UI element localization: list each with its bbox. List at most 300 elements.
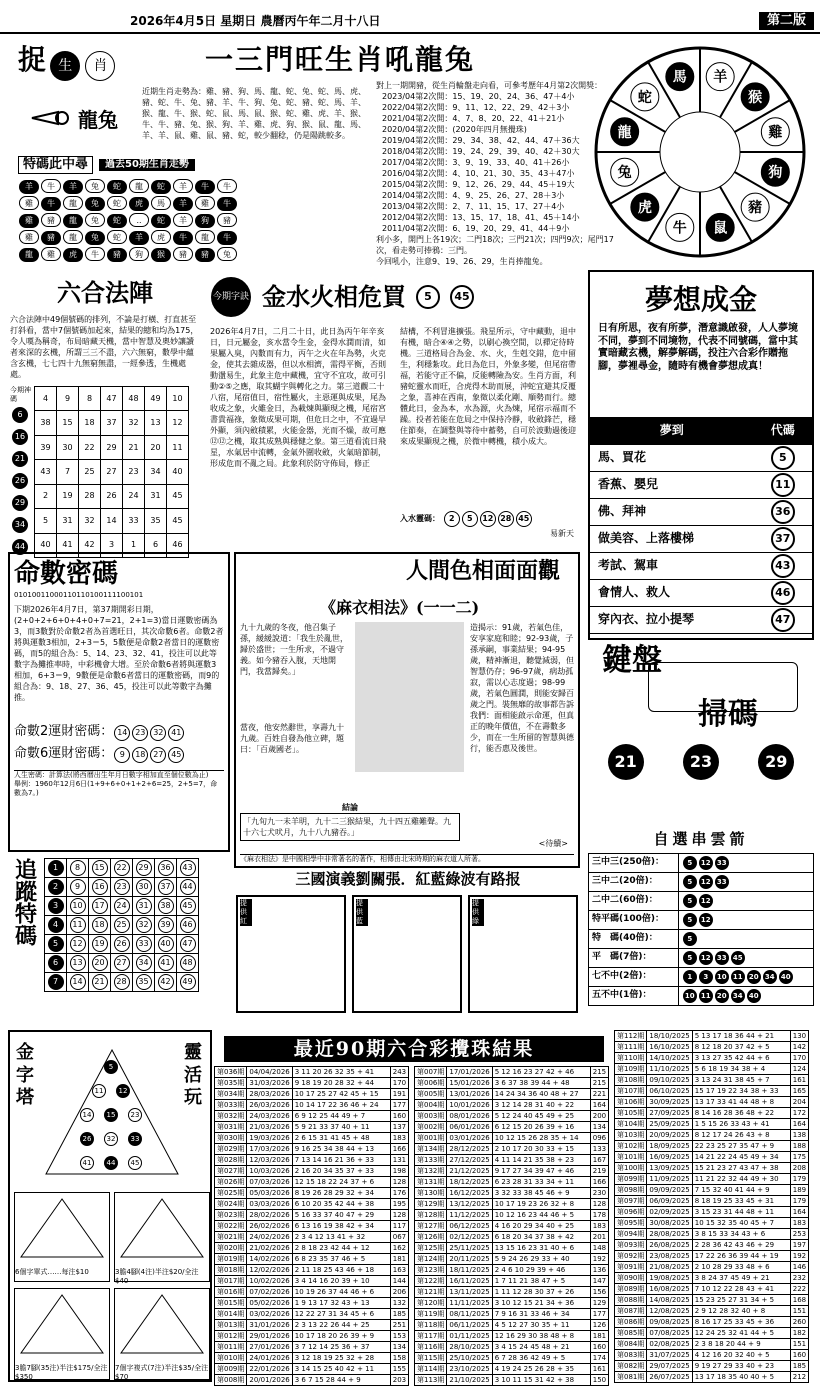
- result-cell: 24/02/2026: [247, 1232, 292, 1243]
- result-cell: 3 10 12 15 21 34 + 36: [492, 1298, 590, 1309]
- page-header: [0, 0, 820, 34]
- liuhe-cell: 4: [35, 387, 57, 411]
- portrait-image: [355, 622, 464, 772]
- result-cell: 14 24 34 36 40 48 + 27: [492, 1089, 590, 1100]
- liuhe-row: [35, 509, 189, 533]
- result-cell: 260: [790, 1317, 808, 1328]
- tracker-num: 43: [180, 860, 196, 876]
- result-cell: 2 9 12 28 32 40 + 8: [692, 1306, 790, 1317]
- result-row: [215, 1089, 409, 1100]
- liuhe-title: 六合法陣: [57, 278, 153, 307]
- result-cell: 第122期: [415, 1276, 447, 1287]
- result-cell: 第008期: [215, 1375, 247, 1386]
- tracker-cell: [89, 973, 111, 992]
- tracker-num: 20: [92, 955, 108, 971]
- pyramid-num: 45: [128, 1156, 142, 1170]
- pyramid-label-1: 6個字單式……每注$10: [15, 1267, 89, 1276]
- draw-entry: 2020/04第2次開：(2020年四月無攪珠): [382, 125, 527, 134]
- liuhe-cell: 42: [79, 533, 101, 557]
- tracker-num: 48: [180, 955, 196, 971]
- tracker-cell: [111, 878, 133, 897]
- result-cell: 219: [590, 1166, 608, 1177]
- liuhe-cell: 39: [35, 435, 57, 459]
- result-cell: 161: [790, 1075, 808, 1086]
- tracker-num: 21: [92, 974, 108, 990]
- wheel-zodiac: 馬: [672, 69, 687, 86]
- liuhe-section: [10, 270, 200, 551]
- conclusion-title: 結論: [342, 802, 358, 812]
- tag-blue: 提供藍: [356, 899, 368, 926]
- result-cell: 1 11 12 28 30 37 + 26: [492, 1287, 590, 1298]
- result-row: [615, 1240, 809, 1251]
- history-cell: 蛇: [107, 214, 127, 228]
- history-cell: 蛇: [107, 196, 127, 210]
- result-cell: 183: [390, 1133, 408, 1144]
- result-cell: 6 7 28 36 42 49 + 5: [492, 1353, 590, 1364]
- issue-date: 2026年4月5日 星期日 農曆丙午年二月十八日: [130, 14, 381, 28]
- mingshu-num: 45: [168, 747, 184, 763]
- liuhe-cell: 19: [57, 484, 79, 508]
- result-cell: 第094期: [615, 1229, 647, 1240]
- result-cell: 第117期: [415, 1331, 447, 1342]
- result-cell: 13/12/2025: [447, 1199, 492, 1210]
- keyboard-icon: [648, 662, 798, 712]
- mianxiang-subtitle: 《麻衣相法》(一一二): [320, 597, 480, 617]
- history-cell: 牛: [195, 180, 215, 194]
- serial-num: 11: [699, 989, 713, 1003]
- serial-num: 5: [683, 913, 697, 927]
- serial-nums: [678, 929, 813, 948]
- tracker-cell: [89, 859, 111, 878]
- result-cell: 172: [790, 1108, 808, 1119]
- result-cell: 3 32 33 38 45 46 + 9: [492, 1188, 590, 1199]
- result-cell: 161: [590, 1364, 608, 1375]
- dream-code-cell: [754, 525, 812, 552]
- tracker-cell: [45, 897, 67, 916]
- dream-row: [590, 552, 812, 579]
- wheel-zodiac: 豬: [748, 200, 763, 217]
- tracker-num: 23: [114, 879, 130, 895]
- tracker-num: 42: [158, 974, 174, 990]
- result-cell: 130: [790, 1031, 808, 1042]
- result-row: [215, 1166, 409, 1177]
- dream-title: 夢想成金: [644, 283, 757, 316]
- result-cell: 28/03/2026: [247, 1089, 292, 1100]
- tracker-cell: [133, 916, 155, 935]
- tracker-cell: [177, 954, 199, 973]
- result-cell: 第085期: [615, 1328, 647, 1339]
- history-cell: 龍: [63, 230, 83, 244]
- result-row: [615, 1141, 809, 1152]
- history-cell: 羊: [173, 213, 193, 227]
- result-cell: 第029期: [215, 1144, 247, 1155]
- result-cell: 27/12/2025: [447, 1155, 492, 1166]
- zodiac-tag: [18, 42, 178, 86]
- serial-num: 45: [731, 951, 745, 965]
- tracker-num: 37: [158, 879, 174, 895]
- history-cell: 羊: [129, 231, 149, 245]
- result-cell: 第104期: [615, 1119, 647, 1130]
- result-cell: 第110期: [615, 1053, 647, 1064]
- serial-nums: [678, 948, 813, 967]
- pyramid-title-right: 靈活玩: [184, 1042, 202, 1108]
- pyramid-num: 5: [104, 1060, 118, 1074]
- result-cell: 3 15 23 31 44 48 + 11: [692, 1207, 790, 1218]
- serial-nums: [678, 853, 813, 872]
- result-cell: 5 12 16 23 27 42 + 46: [492, 1067, 590, 1078]
- tracker-num: 31: [136, 898, 152, 914]
- result-row: [215, 1287, 409, 1298]
- result-cell: 21/12/2025: [447, 1166, 492, 1177]
- liuhe-cell: 2: [35, 484, 57, 508]
- history-cell: 雞: [41, 247, 61, 261]
- result-row: [615, 1130, 809, 1141]
- history-row: [18, 229, 358, 246]
- result-cell: 12 15 18 22 24 37 + 6: [292, 1177, 390, 1188]
- result-cell: 7 13 14 16 21 36 + 33: [292, 1155, 390, 1166]
- liuhe-row: [35, 460, 189, 484]
- result-cell: 06/09/2025: [647, 1196, 692, 1207]
- liuhe-row: [35, 411, 189, 435]
- dream-text: 穿內衣、拉小提琴: [590, 606, 754, 633]
- result-cell: 183: [590, 1221, 608, 1232]
- history-cell: 羊: [173, 179, 193, 193]
- result-cell: 2 16 20 34 35 37 + 33: [292, 1166, 390, 1177]
- result-cell: 16/11/2025: [447, 1276, 492, 1287]
- result-cell: 18/11/2025: [447, 1265, 492, 1276]
- tracker-row: [45, 878, 199, 897]
- wheel-zodiac: 蛇: [637, 89, 652, 106]
- tracker-num: 16: [92, 879, 108, 895]
- wheel-zodiac: 龍: [617, 124, 632, 141]
- keyboard-section: [588, 642, 814, 818]
- dream-text: 佛、拜神: [590, 498, 754, 525]
- tracker-num: 36: [158, 860, 174, 876]
- liuhe-cell: 29: [101, 435, 123, 459]
- dream-text: 做美容、上落樓梯: [590, 525, 754, 552]
- result-cell: 25/10/2025: [447, 1353, 492, 1364]
- result-cell: 183: [790, 1218, 808, 1229]
- result-cell: 第092期: [615, 1251, 647, 1262]
- result-cell: 第033期: [215, 1100, 247, 1111]
- liuhe-cell: 34: [145, 460, 167, 484]
- result-cell: 3 14 15 25 40 42 + 11: [292, 1364, 390, 1375]
- result-cell: 第035期: [215, 1078, 247, 1089]
- result-cell: 156: [590, 1287, 608, 1298]
- result-cell: 06/12/2025: [447, 1221, 492, 1232]
- serial-nums: [678, 967, 813, 986]
- result-cell: 176: [390, 1188, 408, 1199]
- dream-code: 47: [771, 608, 795, 632]
- result-row: [615, 1262, 809, 1273]
- result-row: [415, 1067, 609, 1078]
- tracker-cell: [111, 954, 133, 973]
- dream-section: [588, 270, 814, 640]
- serial-num: 5: [683, 951, 697, 965]
- serial-label: 特平碼(100倍)：: [589, 910, 679, 929]
- jinshui-body-right: 結構，不利冒進擴張。飛星所示，守中藏動，退中有機，暗合④④之勢，以刷心換空間，以禪定待時機。三道格局合為金、水、火，生剋交錯，危中留生，利穩紮攻。此日為危日，外象多變，但尾宿帶福，若能守正不偏，反能轉險為安。生肖方面，利豬蛇靈水而旺，合虎得木助而展，沖蛇宜避其反覆之象，喜神在西南，象徵以柔化剛、順勢而行。總體此日，金為本，水為源，火為煉，尾宿示福而不躁。投者若能在危局之中保持冷靜，收斂鋒芒，穩住節奏，在調整與等待中蓄勢，自可於波動過後迎來成果顯現之機，於微中轉機，積小成大。: [400, 327, 576, 446]
- dream-row: [590, 498, 812, 525]
- result-cell: 第114期: [415, 1364, 447, 1375]
- results-title: 最近90期六合彩攪珠結果: [224, 1036, 604, 1062]
- draw-entry: 2021/04第2次開：4、7、8、20、22、41＋21小: [382, 114, 565, 123]
- result-cell: 192: [590, 1254, 608, 1265]
- result-cell: 02/08/2025: [647, 1339, 692, 1350]
- pyramid-label-3: 3膽7腳(35注)半注$175/全注$350: [15, 1363, 108, 1381]
- result-row: [415, 1199, 609, 1210]
- big-pyramid: [42, 1042, 182, 1182]
- result-cell: 10 12 16 23 44 46 + 5: [492, 1210, 590, 1221]
- result-row: [615, 1273, 809, 1284]
- draw-entry: 2018/04第2次開：19、24、29、39、40、42＋30大: [382, 147, 580, 156]
- result-cell: 177: [390, 1100, 408, 1111]
- serial-num: 3: [699, 970, 713, 984]
- result-row: [215, 1364, 409, 1375]
- result-cell: 134: [590, 1122, 608, 1133]
- history-cell: 虎: [63, 248, 83, 262]
- serial-section: [588, 830, 814, 1028]
- result-cell: 230: [590, 1188, 608, 1199]
- dream-code: 11: [771, 473, 795, 497]
- pyramid-num: 14: [80, 1108, 94, 1122]
- result-row: [415, 1232, 609, 1243]
- result-cell: 07/08/2025: [647, 1328, 692, 1339]
- tracker-num: 25: [114, 917, 130, 933]
- result-cell: 第124期: [415, 1254, 447, 1265]
- history-cell: ..: [129, 213, 149, 227]
- tracker-cell: [45, 954, 67, 973]
- result-cell: 4 11 14 21 35 38 + 23: [492, 1155, 590, 1166]
- pyramid-num: 41: [80, 1156, 94, 1170]
- history-cell: 狗: [129, 247, 149, 261]
- result-cell: 21/02/2026: [247, 1243, 292, 1254]
- liuhe-left-num: 34: [12, 517, 28, 533]
- serial-nums: [678, 891, 813, 910]
- draw-entry: 2013/04第2次開：2、7、11、15、17、27＋4小: [382, 202, 565, 211]
- result-cell: 13/01/2026: [447, 1089, 492, 1100]
- zhang-fei-panel: [468, 895, 578, 1013]
- serial-row: [589, 853, 814, 872]
- tracker-row: [45, 954, 199, 973]
- tracker-num: 40: [158, 936, 174, 952]
- result-cell: 第111期: [615, 1042, 647, 1053]
- result-cell: 13/11/2025: [447, 1287, 492, 1298]
- result-row: [415, 1133, 609, 1144]
- result-cell: 243: [390, 1067, 408, 1078]
- pointing-hand-icon: [30, 106, 130, 146]
- result-cell: 5 9 24 26 29 33 + 40: [492, 1254, 590, 1265]
- result-cell: 215: [590, 1067, 608, 1078]
- tracker-cell: [89, 954, 111, 973]
- liuhe-cell: 32: [123, 411, 145, 435]
- result-cell: 2 10 17 20 30 33 + 15: [492, 1144, 590, 1155]
- result-cell: 第012期: [215, 1331, 247, 1342]
- serial-nums: [678, 872, 813, 891]
- history-cell: 牛: [217, 197, 237, 211]
- serial-num: 33: [715, 856, 729, 870]
- result-cell: 15 21 23 27 43 47 + 38: [692, 1163, 790, 1174]
- liuhe-row: [35, 387, 189, 411]
- result-cell: 06/01/2026: [447, 1122, 492, 1133]
- result-cell: 第113期: [415, 1375, 447, 1386]
- result-cell: 166: [390, 1144, 408, 1155]
- result-cell: 1 5 15 26 33 43 + 41: [692, 1119, 790, 1130]
- result-cell: 167: [590, 1155, 608, 1166]
- serial-num: 34: [731, 989, 745, 1003]
- result-cell: 20/09/2025: [647, 1130, 692, 1141]
- result-cell: 30/09/2025: [647, 1097, 692, 1108]
- result-cell: 3 8 24 37 45 49 + 21: [692, 1273, 790, 1284]
- liuhe-cell: 28: [79, 484, 101, 508]
- dream-row: [590, 606, 812, 633]
- history-row: [18, 212, 358, 229]
- result-row: [615, 1119, 809, 1130]
- result-cell: 208: [790, 1163, 808, 1174]
- result-cell: 181: [590, 1331, 608, 1342]
- result-cell: 253: [790, 1229, 808, 1240]
- tracker-row: [45, 897, 199, 916]
- result-cell: 10/01/2026: [447, 1100, 492, 1111]
- tracker-num: 9: [70, 879, 86, 895]
- result-cell: 2 3 13 22 26 44 + 25: [292, 1320, 390, 1331]
- result-cell: 232: [790, 1273, 808, 1284]
- pyramid-num: 33: [128, 1132, 142, 1146]
- tracker-cell: [177, 916, 199, 935]
- tracker-cell: [177, 878, 199, 897]
- serial-num: 12: [699, 913, 713, 927]
- result-cell: 3 6 7 15 28 44 + 9: [292, 1375, 390, 1386]
- tracker-cell: [67, 916, 89, 935]
- result-cell: 12 16 29 30 38 48 + 8: [492, 1331, 590, 1342]
- result-cell: 3 11 20 26 32 35 + 41: [292, 1067, 390, 1078]
- dream-code-cell: [754, 552, 812, 579]
- result-cell: 第022期: [215, 1221, 247, 1232]
- tracker-cell: [111, 897, 133, 916]
- mingshu-title: 命數密碼: [14, 559, 119, 589]
- result-row: [415, 1364, 609, 1375]
- result-cell: 144: [390, 1276, 408, 1287]
- history-title: 特碼此中尋: [18, 156, 93, 174]
- result-cell: 163: [390, 1265, 408, 1276]
- draw-entry: 2016/04第2次開：4、10、21、30、35、43＋47小: [382, 169, 575, 178]
- result-cell: 第108期: [615, 1075, 647, 1086]
- history-row: [18, 246, 358, 263]
- result-cell: 4 5 12 27 30 35 + 11: [492, 1320, 590, 1331]
- serial-num: 12: [699, 894, 713, 908]
- dream-intro: 日有所思，夜有所夢，潛意識啟發，人人夢境不同，夢到不同境物，代表不同號碼，當中其實暗藏玄機，解夢解碼，投注六合彩作贈拖腳，夢裡尋金，隨時有機會夢想成真！: [598, 323, 798, 372]
- history-cell: 兔: [217, 247, 237, 261]
- dream-row: [590, 579, 812, 606]
- result-cell: 11/11/2025: [447, 1298, 492, 1309]
- result-cell: 215: [590, 1078, 608, 1089]
- liuhe-cell: 1: [123, 533, 145, 557]
- tracker-cell: [155, 973, 177, 992]
- history-cell: 龍: [19, 248, 39, 262]
- result-cell: 第013期: [215, 1320, 247, 1331]
- result-cell: 第107期: [615, 1086, 647, 1097]
- result-cell: 13 17 18 35 40 40 + 5: [692, 1372, 790, 1383]
- result-row: [215, 1177, 409, 1188]
- result-cell: 170: [790, 1053, 808, 1064]
- tracker-num: 29: [136, 860, 152, 876]
- result-cell: 124: [790, 1064, 808, 1075]
- liuhe-cell: 12: [167, 411, 189, 435]
- result-cell: 8 18 19 25 33 45 + 31: [692, 1196, 790, 1207]
- tag-green: 提供綠: [472, 899, 484, 926]
- result-row: [415, 1309, 609, 1320]
- serial-num: 5: [683, 856, 697, 870]
- pyramid-num: 12: [116, 1084, 130, 1098]
- result-row: [415, 1287, 609, 1298]
- result-cell: 第129期: [415, 1199, 447, 1210]
- liuhe-cell: 13: [145, 411, 167, 435]
- serial-label: 三中三(250倍)：: [589, 853, 679, 872]
- result-cell: 3 7 12 14 25 36 + 37: [292, 1342, 390, 1353]
- result-cell: 133: [590, 1144, 608, 1155]
- tracker-cell: [45, 916, 67, 935]
- liuhe-left-num: 16: [12, 429, 28, 445]
- result-row: [215, 1232, 409, 1243]
- result-row: [615, 1306, 809, 1317]
- result-cell: 09/08/2025: [647, 1317, 692, 1328]
- result-row: [615, 1185, 809, 1196]
- tracker-num: 18: [92, 917, 108, 933]
- wheel-zodiac: 狗: [768, 165, 783, 182]
- dream-table: [590, 417, 812, 634]
- sanguo-section: [236, 870, 580, 1028]
- tracker-row: [45, 859, 199, 878]
- tracker-num: 5: [48, 936, 64, 952]
- result-cell: 第009期: [215, 1364, 247, 1375]
- tracker-num: 13: [70, 955, 86, 971]
- result-cell: 10/02/2026: [247, 1276, 292, 1287]
- result-row: [415, 1265, 609, 1276]
- dream-code: 37: [771, 527, 795, 551]
- result-cell: 19/03/2026: [247, 1133, 292, 1144]
- keyboard-num-3: 29: [758, 744, 794, 780]
- result-cell: 23/08/2025: [647, 1251, 692, 1262]
- result-cell: 12 22 27 31 34 45 + 6: [292, 1309, 390, 1320]
- result-cell: 第087期: [615, 1306, 647, 1317]
- history-cell: 馬: [151, 196, 171, 210]
- result-cell: 16/12/2025: [447, 1188, 492, 1199]
- tracker-num: 4: [48, 917, 64, 933]
- result-cell: 29/07/2025: [647, 1361, 692, 1372]
- result-cell: 3 13 24 31 38 45 + 7: [692, 1075, 790, 1086]
- history-cell: 雞: [195, 196, 215, 210]
- result-cell: 29/01/2026: [247, 1331, 292, 1342]
- result-cell: 164: [790, 1119, 808, 1130]
- mingshu-num: 27: [150, 747, 166, 763]
- result-cell: 第001期: [415, 1133, 447, 1144]
- wheel-zodiac: 虎: [637, 200, 652, 217]
- result-cell: 第118期: [415, 1320, 447, 1331]
- result-row: [615, 1251, 809, 1262]
- draw-entry: 2011/04第2次開：6、19、20、29、41、44＋9小: [382, 224, 570, 233]
- history-cell: 龍: [63, 214, 83, 228]
- history-cell: 牛: [41, 197, 61, 211]
- result-cell: 第021期: [215, 1232, 247, 1243]
- liuhe-cell: 3: [101, 533, 123, 557]
- tracker-num: 2: [48, 879, 64, 895]
- serial-row: [589, 948, 814, 967]
- serial-num: 10: [683, 989, 697, 1003]
- pyramid-num: 11: [92, 1084, 106, 1098]
- history-cell: 牛: [217, 231, 237, 245]
- liuhe-cell: 43: [35, 460, 57, 484]
- result-cell: 20/11/2025: [447, 1254, 492, 1265]
- keyboard-title-2: 掃碼: [698, 696, 758, 732]
